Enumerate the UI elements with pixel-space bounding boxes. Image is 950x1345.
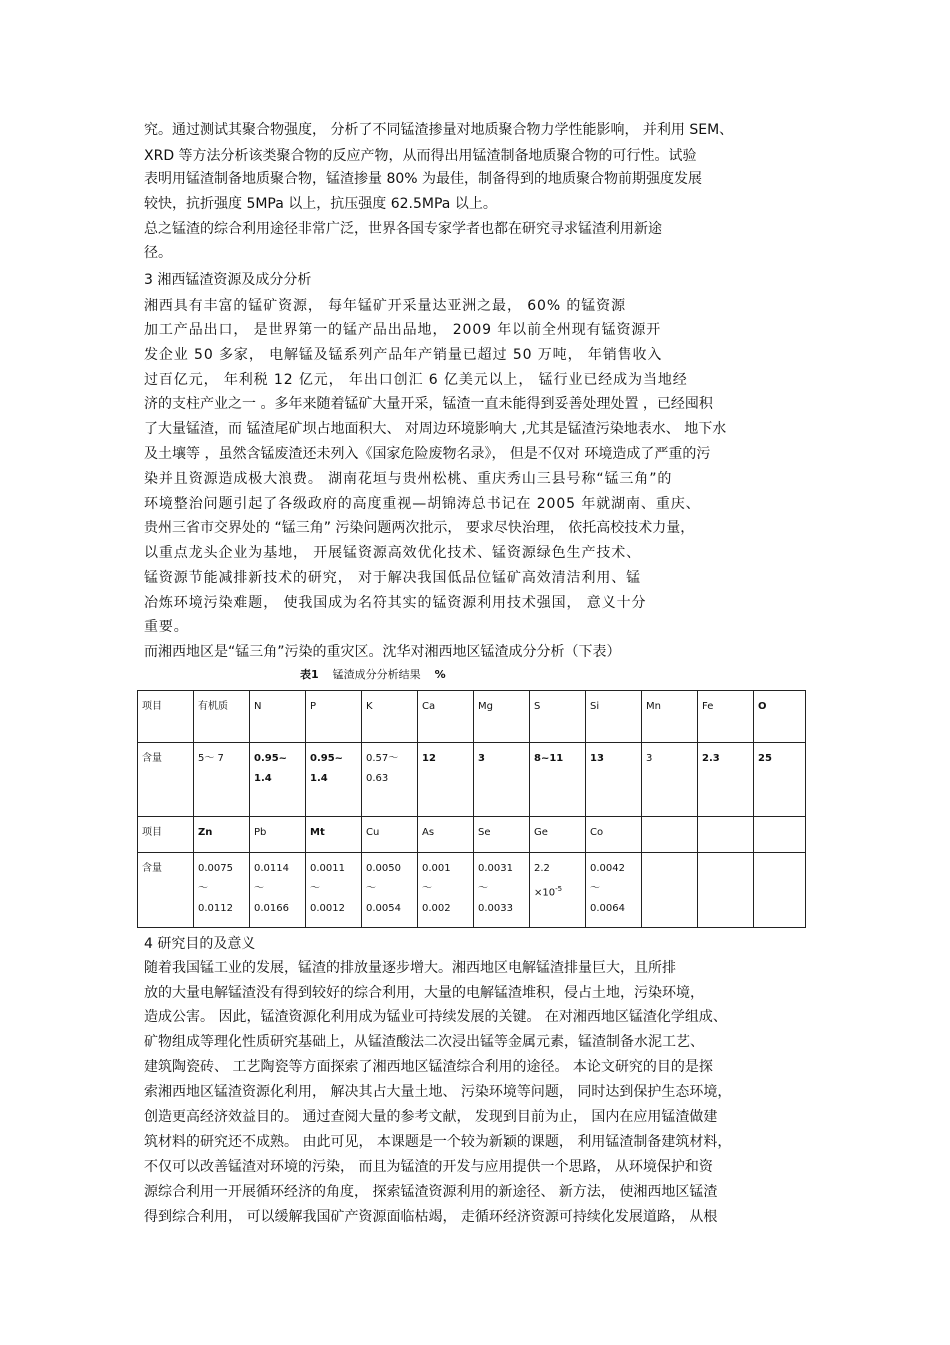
table-header-cell: Ca (418, 691, 474, 743)
cell-line: ～ (310, 883, 320, 894)
cell-line: 0.0033 (478, 903, 513, 914)
cell-line: 0.0166 (254, 903, 289, 914)
paragraph-line: 不仅可以改善锰渣对环境的污染， 而且为锰渣的开发与应用提供一个思路， 从环境保护和资 (144, 1159, 713, 1175)
table-header-cell: 项目 (138, 691, 194, 743)
cell-line: 25 (758, 753, 772, 764)
cell-line: 1.4 (254, 773, 272, 784)
composition-table (137, 690, 806, 928)
table-header-cell (754, 817, 806, 853)
table-header-cell: Mg (474, 691, 530, 743)
paragraph-line: 加工产品出口， 是世界第一的锰产品出品地， 2009 年以前全州现有锰资源开 (144, 322, 662, 338)
table-cell (306, 853, 362, 928)
paragraph-line: 锰资源节能减排新技术的研究， 对于解决我国低品位锰矿高效清洁利用、锰 (144, 570, 642, 586)
table-cell (306, 743, 362, 817)
section-heading: 4 研究目的及意义 (144, 936, 256, 952)
caption-title: 锰渣成分分析结果 (332, 668, 421, 681)
cell-line: 1.4 (310, 773, 328, 784)
paragraph-line: 贵州三省市交界处的 “锰三角” 污染问题两次批示， 要求尽快治理， 依托高校技术力量， (144, 520, 695, 536)
cell-line: 5～ 7 (198, 753, 224, 764)
paragraph-line: 重要。 (144, 619, 189, 635)
caption-label: 表1 (300, 668, 319, 681)
paragraph-line: 冶炼环境污染难题， 使我国成为名符其实的锰资源利用技术强国， 意义十分 (144, 595, 647, 611)
table-row (138, 691, 806, 743)
cell-line: ～ (198, 883, 208, 894)
table-cell (138, 853, 194, 928)
table-cell (530, 853, 586, 928)
paragraph-line: 较快，抗折强度 5MPa 以上，抗压强度 62.5MPa 以上。 (144, 196, 497, 212)
table-header-cell (698, 817, 754, 853)
table-cell (642, 743, 698, 817)
table-caption (300, 668, 460, 682)
cell-line: 0.0064 (590, 903, 625, 914)
table-row (138, 853, 806, 928)
cell-line: 2.2 (534, 863, 550, 874)
table-header-cell: Co (586, 817, 642, 853)
table-cell (250, 853, 306, 928)
cell-line: 3 (646, 753, 653, 764)
paragraph-line: 湘西具有丰富的锰矿资源， 每年锰矿开采量达亚洲之最， 60% 的锰资源 (144, 298, 626, 314)
table-cell (362, 743, 418, 817)
table-cell (418, 853, 474, 928)
paragraph-line: 筑材料的研究还不成熟。 由此可见， 本课题是一个较为新颖的课题， 利用锰渣制备建筑材料， (144, 1134, 732, 1150)
cell-line: ～ (254, 883, 264, 894)
table-header-cell: K (362, 691, 418, 743)
cell-line: ～ (478, 883, 488, 894)
table-cell (698, 853, 754, 928)
table-cell (474, 853, 530, 928)
table-header-cell (642, 817, 698, 853)
table-header-cell: 项目 (138, 817, 194, 853)
cell-line: 0.0054 (366, 903, 401, 914)
cell-line: 0.0012 (310, 903, 345, 914)
caption-unit: % (434, 668, 446, 681)
paragraph-line: 源综合利用一开展循环经济的角度， 探索锰渣资源利用的新途径、 新方法， 使湘西地区锰渣 (144, 1184, 718, 1200)
exponent: -5 (555, 885, 563, 893)
paragraph-line: 了大量锰渣，而 锰渣尾矿坝占地面积大、 对周边环境影响大 ,尤其是锰渣污染地表水、 地下水 (144, 421, 727, 437)
paragraph-line: 索湘西地区锰渣资源化利用， 解决其占大量土地、 污染环境等问题， 同时达到保护生态环境， (144, 1084, 732, 1100)
paragraph-line: 径。 (144, 245, 172, 261)
table-header-cell: Fe (698, 691, 754, 743)
table-row (138, 743, 806, 817)
cell-line: 含量 (142, 863, 162, 874)
cell-line: 0.002 (422, 903, 451, 914)
table-header-cell: Cu (362, 817, 418, 853)
paragraph-line: 染并且资源造成极大浪费。 湖南花垣与贵州松桃、重庆秀山三县号称“锰三角”的 (144, 471, 673, 487)
cell-line: 13 (590, 753, 604, 764)
cell-line: 0.0112 (198, 903, 233, 914)
table-header-cell: Mn (642, 691, 698, 743)
table-cell (754, 743, 806, 817)
cell-line: 0.0050 (366, 863, 401, 874)
table-header-cell: P (306, 691, 362, 743)
paragraph-line: 表明用锰渣制备地质聚合物，锰渣掺量 80% 为最佳，制备得到的地质聚合物前期强度发展 (144, 171, 703, 187)
paragraph-line: 随着我国锰工业的发展，锰渣的排放量逐步增大。湘西地区电解锰渣排量巨大，且所排 (144, 960, 676, 976)
table-cell (474, 743, 530, 817)
cell-line: 8~11 (534, 753, 564, 764)
cell-line: 0.001 (422, 863, 451, 874)
cell-line: 12 (422, 753, 436, 764)
table-cell (138, 743, 194, 817)
table-header-cell: As (418, 817, 474, 853)
table-cell (698, 743, 754, 817)
table-header-cell: Zn (194, 817, 250, 853)
paragraph-line: 而湘西地区是“锰三角”污染的重灾区。沈华对湘西地区锰渣成分分析（下表） (144, 644, 621, 660)
cell-line: 0.63 (366, 773, 389, 784)
paragraph-line: 总之锰渣的综合利用途径非常广泛，世界各国专家学者也都在研究寻求锰渣利用新途 (144, 221, 662, 237)
paragraph-line: 发企业 50 多家， 电解锰及锰系列产品年产销量已超过 50 万吨， 年销售收入 (144, 347, 663, 363)
paragraph-line: XRD 等方法分析该类聚合物的反应产物，从而得出用锰渣制备地质聚合物的可行性。试验 (144, 148, 697, 164)
table-header-cell: S (530, 691, 586, 743)
table-cell (530, 743, 586, 817)
paragraph-line: 及土壤等 ，虽然含锰废渣还未列入《国家危险废物名录》， 但是不仅对 环境造成了严重的污 (144, 446, 711, 462)
paragraph-line: 以重点龙头企业为基地， 开展锰资源高效优化技术、锰资源绿色生产技术、 (144, 545, 642, 561)
cell-line: 0.0031 (478, 863, 513, 874)
paragraph-line: 放的大量电解锰渣没有得到较好的综合利用，大量的电解锰渣堆积，侵占土地，污染环境， (144, 985, 704, 1001)
cell-line: ～ (366, 883, 376, 894)
table-header-cell: Ge (530, 817, 586, 853)
table-header-cell: Mt (306, 817, 362, 853)
cell-line: 含量 (142, 753, 162, 764)
table-header-cell: Si (586, 691, 642, 743)
table-cell (586, 743, 642, 817)
section-heading: 3 湘西锰渣资源及成分分析 (144, 272, 312, 288)
paragraph-line: 环境整治问题引起了各级政府的高度重视—胡锦涛总书记在 2005 年就湖南、重庆、 (144, 496, 701, 512)
paragraph-line: 济的支柱产业之一 。多年来随着锰矿大量开采，锰渣一直未能得到妥善处理处置 ，已经囤积 (144, 396, 713, 412)
paragraph-line: 创造更高经济效益目的。 通过查阅大量的参考文献， 发现到目前为止， 国内在应用锰渣做建 (144, 1109, 718, 1125)
cell-line: 0.95~ (254, 753, 288, 764)
table-cell (194, 743, 250, 817)
cell-line: 0.0114 (254, 863, 289, 874)
table-header-cell: Pb (250, 817, 306, 853)
paragraph-line: 过百亿元， 年利税 12 亿元， 年出口创汇 6 亿美元以上， 锰行业已经成为当地经 (144, 372, 688, 388)
table-header-cell: N (250, 691, 306, 743)
cell-line: 0.95~ (310, 753, 344, 764)
paragraph-line: 造成公害。 因此，锰渣资源化利用成为锰业可持续发展的关键。 在对湘西地区锰渣化学组成、 (144, 1009, 727, 1025)
cell-line: 3 (478, 753, 485, 764)
table-cell (362, 853, 418, 928)
table-row (138, 817, 806, 853)
paragraph-line: 究。通过测试其聚合物强度， 分析了不同锰渣掺量对地质聚合物力学性能影响， 并利用 SEM、 (144, 122, 734, 138)
cell-line: 0.0042 (590, 863, 625, 874)
cell-line: 0.0011 (310, 863, 345, 874)
table-cell (642, 853, 698, 928)
cell-line: ～ (590, 883, 600, 894)
table-header-cell: O (754, 691, 806, 743)
cell-line: 0.0075 (198, 863, 233, 874)
table-cell (194, 853, 250, 928)
table-header-cell: Se (474, 817, 530, 853)
paragraph-line: 建筑陶瓷砖、 工艺陶瓷等方面探索了湘西地区锰渣综合利用的途径。 本论文研究的目的是探 (144, 1059, 713, 1075)
cell-line: ～ (422, 883, 432, 894)
table-cell (754, 853, 806, 928)
table-cell (586, 853, 642, 928)
cell-line: 0.57～ (366, 753, 399, 764)
paragraph-line: 矿物组成等理化性质研究基础上，从锰渣酸法二次浸出锰等金属元素，锰渣制备水泥工艺、 (144, 1034, 704, 1050)
table-cell (418, 743, 474, 817)
table-cell (250, 743, 306, 817)
cell-line: ×10 (534, 887, 556, 899)
cell-line: 2.3 (702, 753, 720, 764)
paragraph-line: 得到综合利用， 可以缓解我国矿产资源面临枯竭， 走循环经济资源可持续化发展道路， 从根 (144, 1209, 718, 1225)
table-header-cell: 有机质 (194, 691, 250, 743)
